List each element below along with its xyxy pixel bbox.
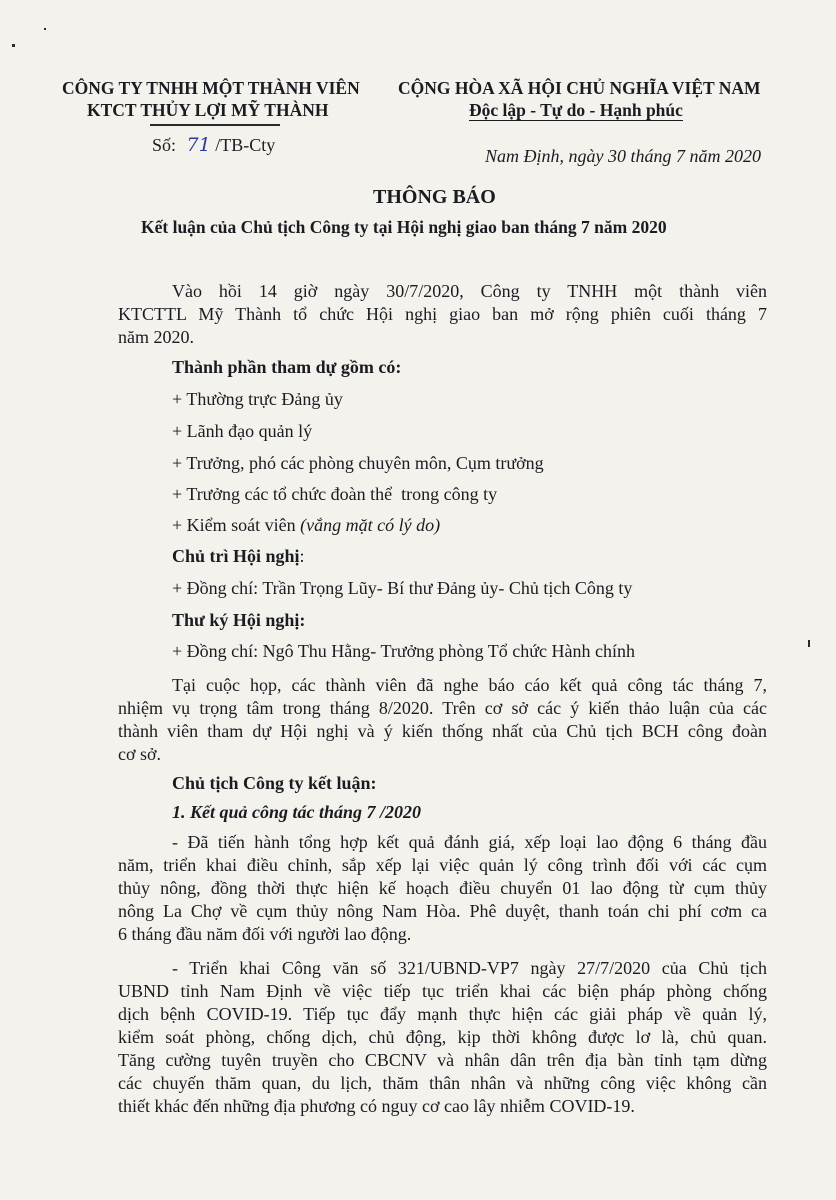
document-subtitle: Kết luận của Chủ tịch Công ty tại Hội nghị giao ban tháng 7 năm 2020	[141, 217, 667, 237]
para2-line: - Triển khai Công văn số 321/UBND-VP7 ngày 27/7/2020 của Chủ tịch	[172, 958, 767, 978]
nation-motto-text: Độc lập - Tự do - Hạnh phúc	[469, 100, 683, 120]
para1-line: năm, triển khai điều chỉnh, sắp xếp lại việc quản lý công trình đối với các cụm	[118, 855, 767, 875]
doc-number-suffix: /TB-Cty	[215, 135, 276, 155]
meeting-line: nhiệm vụ trọng tâm trong tháng 8/2020. Trên cơ sở các ý kiến thảo luận của các	[118, 698, 767, 718]
para1-line: nông La Chợ về cụm thủy nông Nam Hòa. Phê duyệt, thanh toán chi phí cơm ca	[118, 901, 767, 921]
scan-speck	[12, 44, 15, 47]
place-date: Nam Định, ngày 30 tháng 7 năm 2020	[485, 146, 761, 166]
scan-speck	[44, 28, 46, 30]
participant-item: + Lãnh đạo quản lý	[172, 421, 313, 441]
para2-line: UBND tỉnh Nam Định về việc tiếp tục triển khai các biện pháp phòng chống	[118, 981, 767, 1001]
document-number	[152, 134, 275, 156]
nation-motto	[469, 100, 683, 121]
para1-line: thủy nông, đồng thời thực hiện kế hoạch điều chuyển 01 lao động từ cụm thủy	[118, 878, 767, 898]
para2-line: kiểm soát phòng, chống dịch, chủ động, kịp thời không được lơ là, chủ quan.	[118, 1027, 767, 1047]
chair-heading-colon: :	[299, 546, 305, 566]
doc-number-prefix: Số:	[152, 135, 177, 155]
para2-line: Tăng cường tuyên truyền cho CBCNV và nhân dân trên địa bàn tỉnh tạm dừng	[118, 1050, 767, 1070]
para2-line: thiết khác đến những địa phương có nguy cơ cao lây nhiễm COVID-19.	[118, 1096, 635, 1116]
company-name-line1: CÔNG TY TNHH MỘT THÀNH VIÊN	[62, 78, 360, 98]
para1-line: - Đã tiến hành tổng hợp kết quả đánh giá, xếp loại lao động 6 tháng đầu	[172, 832, 767, 852]
para2-line: các chuyến thăm quan, du lịch, thăm thân nhân và những công việc không cần	[118, 1073, 767, 1093]
participant-item	[172, 515, 440, 536]
secretary-person: + Đồng chí: Ngô Thu Hằng- Trưởng phòng Tổ chức Hành chính	[172, 641, 635, 661]
participant-item-text: + Kiểm soát viên	[172, 515, 296, 535]
meeting-line: cơ sở.	[118, 744, 162, 764]
document-title: THÔNG BÁO	[373, 186, 496, 208]
para2-line: dịch bệnh COVID-19. Tiếp tục đẩy mạnh thực hiện các giải pháp về quản lý,	[118, 1004, 767, 1024]
conclusion-heading: Chủ tịch Công ty kết luận:	[172, 773, 377, 793]
doc-number-handwritten: 71	[186, 134, 211, 156]
scan-speck	[808, 640, 810, 647]
meeting-line: Tại cuộc họp, các thành viên đã nghe báo cáo kết quả công tác tháng 7,	[172, 675, 767, 695]
intro-line: Vào hồi 14 giờ ngày 30/7/2020, Công ty TNHH một thành viên	[172, 281, 767, 301]
company-underline	[150, 124, 280, 126]
chair-heading-text: Chủ trì Hội nghị	[172, 546, 300, 566]
intro-line: KTCTTL Mỹ Thành tổ chức Hội nghị giao ban mở rộng phiên cuối tháng 7	[118, 304, 767, 324]
participant-item-note: (vắng mặt có lý do)	[300, 515, 441, 535]
secretary-heading: Thư ký Hội nghị:	[172, 610, 306, 630]
company-name-line2: KTCT THỦY LỢI MỸ THÀNH	[87, 100, 329, 120]
participants-heading: Thành phần tham dự gồm có:	[172, 357, 402, 377]
section-1-heading: 1. Kết quả công tác tháng 7 /2020	[172, 802, 422, 822]
participant-item: + Trưởng, phó các phòng chuyên môn, Cụm trưởng	[172, 453, 544, 473]
meeting-line: thành viên tham dự Hội nghị và ý kiến thống nhất của Chủ tịch BCH công đoàn	[118, 721, 767, 741]
participant-item: + Thường trực Đảng ủy	[172, 389, 343, 409]
nation-name: CỘNG HÒA XÃ HỘI CHỦ NGHĨA VIỆT NAM	[398, 78, 761, 98]
intro-line: năm 2020.	[118, 327, 194, 347]
chair-heading	[172, 546, 305, 567]
participant-item: + Trưởng các tổ chức đoàn thể trong công ty	[172, 484, 498, 504]
chair-person: + Đồng chí: Trần Trọng Lũy- Bí thư Đảng ủy- Chủ tịch Công ty	[172, 578, 633, 598]
para1-line: 6 tháng đầu năm đối với người lao động.	[118, 924, 412, 944]
